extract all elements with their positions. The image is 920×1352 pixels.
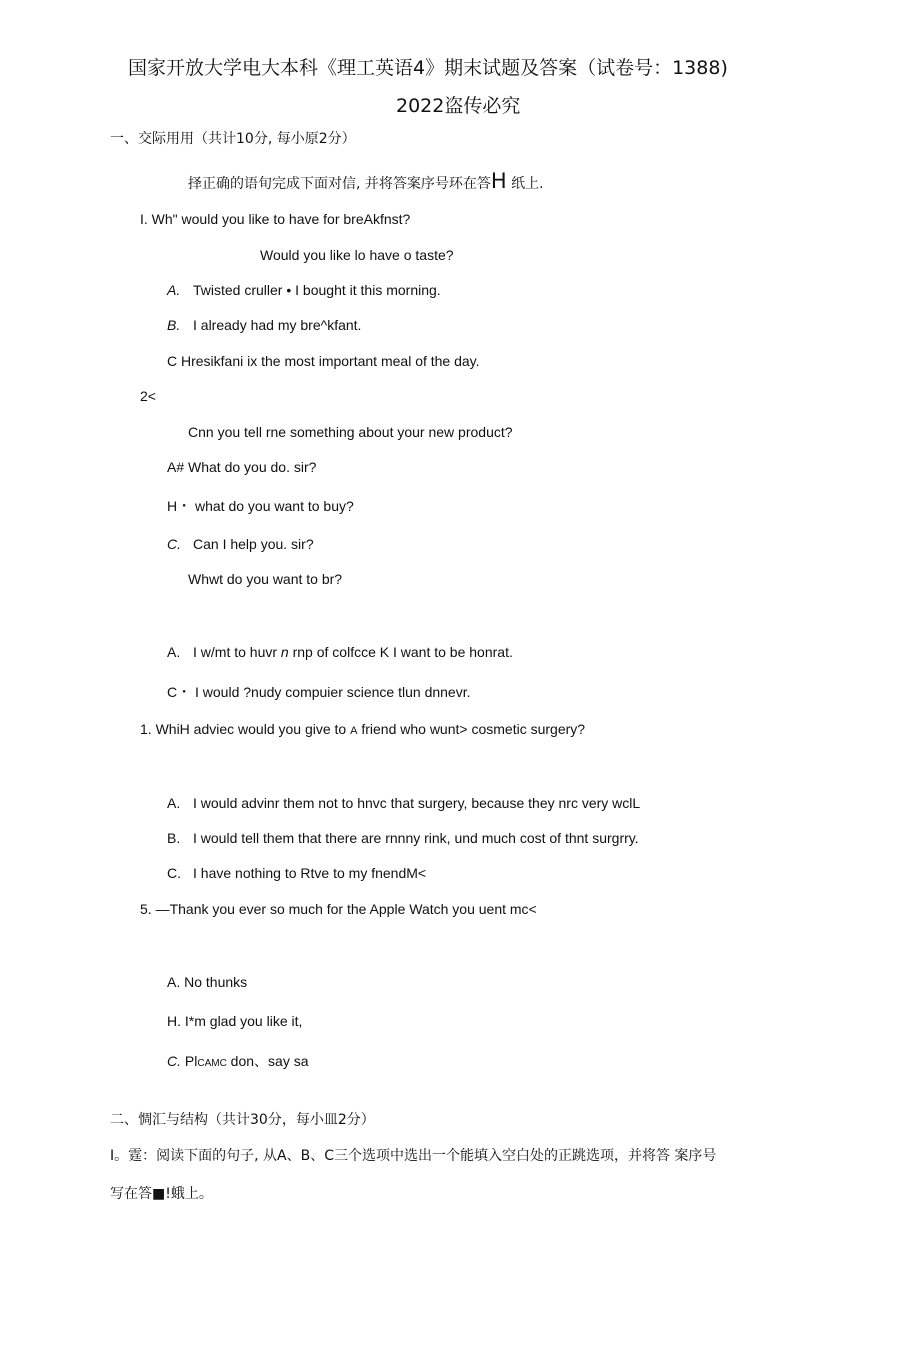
prompt-pre: 1. WhiH adviec would you give to (140, 721, 351, 737)
option-label: B. (167, 830, 181, 846)
option-text-pre: I w/mt to huvr (193, 644, 281, 660)
q4-prompt (140, 720, 585, 740)
option-label: A. (167, 795, 181, 811)
q4-option-b (167, 829, 639, 847)
option-text-small: CAMC (197, 1058, 227, 1069)
q3-option-a (167, 643, 513, 661)
option-text: I already had my bre^kfant. (193, 317, 362, 333)
option-text: Can I help you. sir? (193, 536, 314, 552)
prompt-small: A (350, 725, 358, 737)
q3-option-c: C・ I would ?nudy compuier science tlun dnnevr. (167, 684, 471, 700)
section2-instruction-line1: I。霆：阅读下面的句子, 从A、B、C三个选项中选出一个能填入空白处的正跳选项，并将答 案序号 (110, 1148, 717, 1164)
q1-option-b (167, 316, 361, 334)
option-text: Twisted cruller • I bought it this morning. (193, 282, 441, 298)
section2-heading: 二、惆汇与结构（共计30分，每小皿2分） (110, 1112, 375, 1128)
q2-response: Cnn you tell rne something about your new product? (188, 424, 513, 440)
option-label: C. (167, 1053, 181, 1069)
prompt-post: friend who wunt> cosmetic surgery? (357, 721, 586, 737)
option-text-post: don、say sa (226, 1053, 309, 1069)
q2-option-a: A# What do you do. sir? (167, 459, 317, 475)
page-title: 国家开放大学电大本科《理工英语4》期末试题及答案（试卷号：1388) (128, 57, 728, 79)
option-text-italic: n (280, 644, 289, 660)
section1-instruction (188, 169, 544, 193)
instruction-part-c: 纸上. (506, 176, 544, 192)
option-text: I have nothing to Rtve to my fnendM< (193, 865, 427, 881)
option-label: C. (167, 865, 181, 881)
q1-option-c: C Hresikfani ix the most important meal of the day. (167, 353, 480, 369)
instruction-part-a: 择正确的语旬完成下面对信, 并将答案序号环在答 (188, 176, 491, 192)
option-text: I would tell them that there are rnnny rink, und much cost of thnt surgrry. (193, 830, 639, 846)
option-text-pre: Pl (181, 1053, 198, 1069)
q3-response: Whwt do you want to br? (188, 571, 343, 587)
q5-option-b: H. I*m glad you like it, (167, 1013, 303, 1029)
q2-option-b: H・ what do you want to buy? (167, 498, 354, 514)
q2-option-c (167, 535, 314, 553)
q4-option-a (167, 794, 640, 812)
option-label: B. (167, 317, 181, 333)
q2-prompt: 2< (140, 388, 156, 404)
option-text-post: rnp of colfcce K I want to be honrat. (288, 644, 513, 660)
option-label: C. (167, 536, 181, 552)
section1-heading: 一、交际用用（共计10分, 每小原2分） (110, 131, 356, 147)
q1-response: Would you like lo have o taste? (260, 247, 454, 263)
q1-prompt: I. Wh" would you like to have for breAkfnst? (140, 211, 411, 227)
instruction-part-b: H (490, 169, 507, 193)
option-text: I would advinr them not to hnvc that surgery, because they nrc very wclL (193, 795, 641, 811)
option-label: A. (167, 644, 181, 660)
q5-option-a: A. No thunks (167, 974, 248, 990)
section2-instruction-line2: 写在答■!蛾上。 (110, 1186, 213, 1202)
q5-option-c (167, 1052, 309, 1073)
page-subtitle: 2022盗传必究 (396, 95, 521, 117)
option-label: A. (167, 282, 181, 298)
q4-option-c (167, 864, 426, 882)
q1-option-a (167, 281, 441, 299)
q5-prompt: 5. —Thank you ever so much for the Apple Watch you uent mc< (140, 901, 537, 917)
